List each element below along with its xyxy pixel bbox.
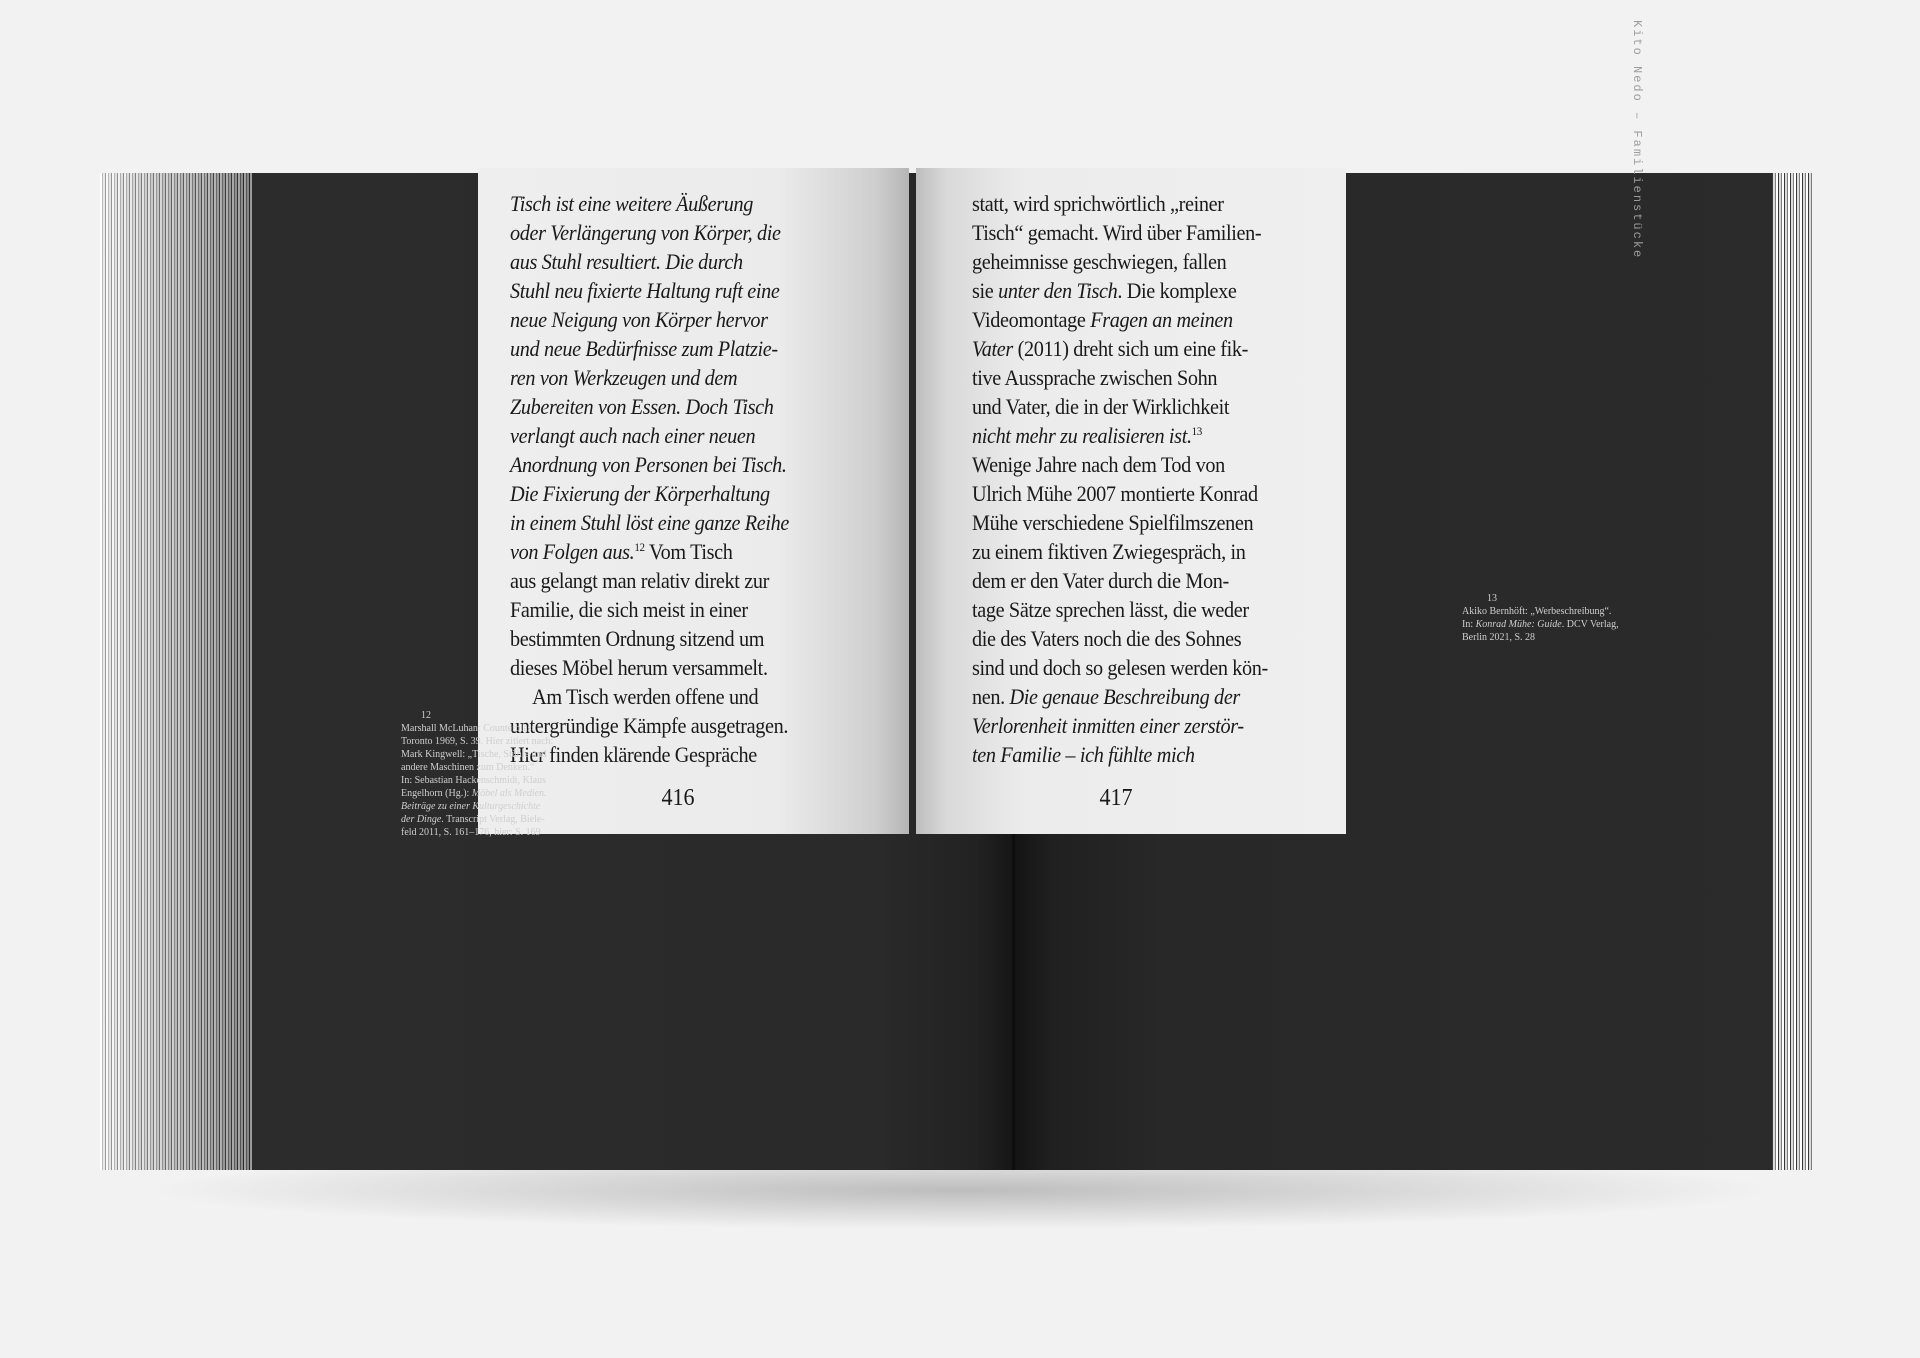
text-line (972, 276, 1285, 305)
text-line (510, 682, 823, 711)
text-line (972, 624, 1285, 653)
text-line (972, 740, 1285, 769)
text-run: Mühe verschiedene Spielfilmszenen (972, 510, 1254, 535)
footnote-line (401, 735, 561, 748)
text-line (510, 363, 823, 392)
text-run: Wenige Jahre nach dem Tod von (972, 452, 1225, 477)
text-run: . DCV Verlag, (1561, 619, 1619, 630)
text-run: Berlin 2021, S. 28 (1462, 632, 1536, 643)
text-line (972, 189, 1285, 218)
text-run: nen. (972, 684, 1010, 709)
text-line (972, 305, 1285, 334)
text-line (510, 247, 823, 276)
text-line (972, 595, 1285, 624)
text-run: Familie, die sich meist in einer (510, 597, 748, 622)
text-line (972, 682, 1285, 711)
text-line (510, 334, 823, 363)
text-line (510, 276, 823, 305)
text-run: untergründige Kämpfe ausgetragen. (510, 713, 789, 738)
footnote-line (401, 774, 561, 787)
text-run: andere Maschinen zum Denken.“ (401, 762, 535, 773)
italic-text: von Folgen aus. (510, 539, 635, 564)
text-line (972, 653, 1285, 682)
text-line (510, 653, 823, 682)
text-run: tage Sätze sprechen lässt, die weder (972, 597, 1249, 622)
text-run: geheimnisse geschwiegen, fallen (972, 249, 1227, 274)
footnote-line (1462, 631, 1642, 644)
text-line (972, 363, 1285, 392)
text-line (972, 334, 1285, 363)
text-run: die des Vaters noch die des Sohnes (972, 626, 1242, 651)
italic-text: in einem Stuhl löst eine ganze Reihe (510, 510, 790, 535)
page-number-right: 417 (1099, 785, 1133, 811)
italic-text: verlangt auch nach einer neuen (510, 423, 756, 448)
text-line (510, 421, 823, 450)
text-run: Toronto 1969, S. 39. Hier zitiert nach: (401, 736, 554, 747)
italic-text: oder Verlängerung von Körper, die (510, 220, 781, 245)
text-run: aus gelangt man relativ direkt zur (510, 568, 769, 593)
text-run: Akiko Bernhöft: „Werbeschreibung“. (1462, 606, 1612, 617)
text-line (510, 537, 823, 566)
text-line (510, 189, 823, 218)
text-line (972, 218, 1285, 247)
text-run: Vom Tisch (644, 539, 733, 564)
footnote-marker: 13 (1191, 424, 1202, 438)
right-page-text (972, 189, 1285, 769)
italic-text: Konrad Mühe: Guide (1475, 619, 1562, 630)
text-line (972, 421, 1285, 450)
text-line (972, 711, 1285, 740)
italic-text: neue Neigung von Körper hervor (510, 307, 768, 332)
page-edges-left (100, 173, 255, 1170)
text-line (972, 537, 1285, 566)
text-run: feld 2011, S. 161–176, hier: S. 169 (401, 827, 541, 838)
text-line (972, 508, 1285, 537)
text-run: (2011) dreht sich um eine fik- (1012, 336, 1249, 361)
footnote-text (401, 722, 561, 839)
text-run: Marshall McLuhan: Counterblast. (401, 723, 537, 734)
italic-text: Die genaue Beschreibung der (1009, 684, 1240, 709)
text-run: Tisch“ gemacht. Wird über Familien- (972, 220, 1262, 245)
text-line (972, 566, 1285, 595)
page-number-left: 416 (661, 785, 695, 811)
footnote-line (401, 787, 561, 800)
text-line (972, 392, 1285, 421)
text-line (972, 247, 1285, 276)
text-run: dem er den Vater durch die Mon- (972, 568, 1229, 593)
italic-text: Zubereiten von Essen. Doch Tisch (510, 394, 774, 419)
text-line (510, 566, 823, 595)
running-head: Kito Nedo – Familienstücke (1630, 20, 1644, 260)
footnote-13 (1462, 592, 1642, 644)
italic-text: und neue Bedürfnisse zum Platzie- (510, 336, 778, 361)
text-run: Videomontage (972, 307, 1091, 332)
text-line (510, 479, 823, 508)
italic-text: Die Fixierung der Körperhaltung (510, 481, 770, 506)
text-run: statt, wird sprichwörtlich „reiner (972, 191, 1224, 216)
text-run: In: Sebastian Hackenschmidt, Klaus (401, 775, 546, 786)
text-run: . Die komplexe (1117, 278, 1237, 303)
text-run: sie (972, 278, 999, 303)
footnote-line (401, 748, 561, 761)
text-run: zu einem fiktiven Zwiegespräch, in (972, 539, 1246, 564)
footnote-number: 13 (1487, 593, 1497, 604)
italic-text: ren von Werkzeugen und dem (510, 365, 738, 390)
text-line (510, 595, 823, 624)
text-line (510, 305, 823, 334)
text-run: Mark Kingwell: „Tische, Stühle und (401, 749, 547, 760)
text-run: . Transcript Verlag, Biele- (441, 814, 545, 825)
text-line (510, 508, 823, 537)
footnote-line (401, 813, 561, 826)
footnote-line (1462, 605, 1642, 618)
footnote-line (401, 722, 561, 735)
italic-text: unter den Tisch (998, 278, 1118, 303)
text-run: In: (1462, 619, 1476, 630)
text-line (972, 479, 1285, 508)
text-run: Ulrich Mühe 2007 montierte Konrad (972, 481, 1258, 506)
text-run: dieses Möbel herum versammelt. (510, 655, 768, 680)
text-run: bestimmten Ordnung sitzend um (510, 626, 765, 651)
italic-text: der Dinge (401, 814, 442, 825)
text-line (510, 392, 823, 421)
footnote-number: 12 (421, 710, 431, 721)
text-line (510, 218, 823, 247)
footnote-line (1462, 618, 1642, 631)
text-run: tive Aussprache zwischen Sohn (972, 365, 1218, 390)
text-run: Am Tisch werden offene und (532, 684, 759, 709)
text-run: Hier finden klärende Gespräche (510, 742, 757, 767)
italic-text: Vater (972, 336, 1013, 361)
italic-text: Stuhl neu fixierte Haltung ruft eine (510, 278, 780, 303)
inner-page-right (916, 168, 1346, 834)
footnote-line (401, 761, 561, 774)
text-run: und Vater, die in der Wirklichkeit (972, 394, 1230, 419)
footnote-line (401, 800, 561, 813)
text-line (972, 450, 1285, 479)
text-run: sind und doch so gelesen werden kön- (972, 655, 1268, 680)
italic-text: Beiträge zu einer Kulturgeschichte (401, 801, 541, 812)
italic-text: Tisch ist eine weitere Äußerung (510, 191, 754, 216)
italic-text: Verlorenheit inmitten einer zerstör- (972, 713, 1244, 738)
footnote-line (401, 826, 561, 839)
text-line (510, 450, 823, 479)
italic-text: Fragen an meinen (1090, 307, 1233, 332)
text-line (510, 624, 823, 653)
italic-text: aus Stuhl resultiert. Die durch (510, 249, 743, 274)
footnote-text (1462, 605, 1642, 644)
page-edges-right (1772, 173, 1812, 1170)
footnote-marker: 12 (634, 540, 645, 554)
italic-text: Möbel als Medien. (471, 788, 547, 799)
text-run: Engelhorn (Hg.): (401, 788, 472, 799)
footnote-12 (401, 709, 561, 839)
italic-text: nicht mehr zu realisieren ist. (972, 423, 1192, 448)
left-page-text (510, 189, 823, 769)
italic-text: Anordnung von Personen bei Tisch. (510, 452, 787, 477)
italic-text: ten Familie – ich fühlte mich (972, 742, 1195, 767)
